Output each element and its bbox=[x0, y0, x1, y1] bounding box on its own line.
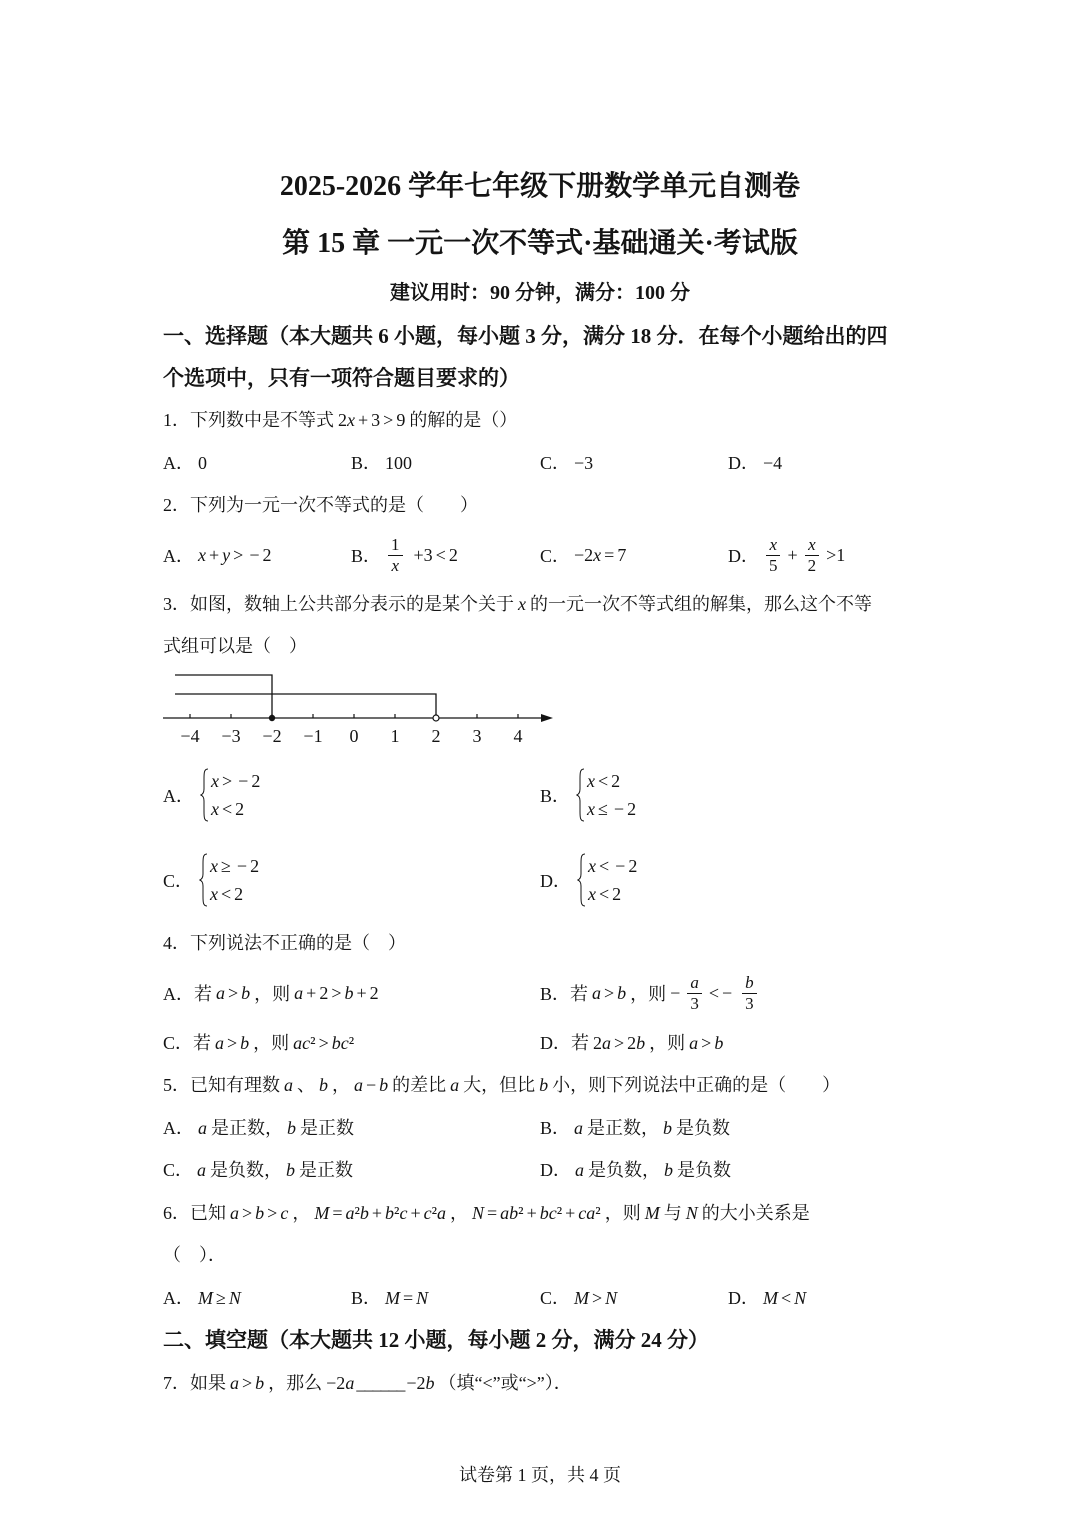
tick-label: −3 bbox=[221, 726, 241, 746]
option-math: b bbox=[287, 1118, 296, 1138]
solution-ray-2 bbox=[175, 694, 436, 715]
inequality-system bbox=[200, 767, 260, 823]
q5-option-d bbox=[540, 1158, 731, 1182]
fraction bbox=[738, 973, 761, 1014]
system-line-1: x < − 2 bbox=[588, 856, 638, 876]
system-line-2: x < 2 bbox=[211, 799, 245, 819]
section-1-heading-line-1: 一、选择题（本大题共 6 小题，每小题 3 分，满分 18 分．在每个小题给出的四 bbox=[163, 324, 888, 348]
option-expression: −2x = 7 bbox=[574, 544, 627, 565]
q6-option-c bbox=[540, 1286, 621, 1310]
system-line-1: x ≥ − 2 bbox=[210, 856, 260, 876]
q6-text: ， bbox=[292, 1203, 311, 1223]
solution-ray-1 bbox=[175, 675, 272, 718]
option-math: a > b bbox=[216, 982, 251, 1003]
option-text: 若 bbox=[571, 1033, 589, 1053]
solid-point bbox=[269, 715, 275, 721]
section-1-heading-line-2: 个选项中，只有一项符合题目要求的） bbox=[163, 366, 520, 390]
option-math: M < N bbox=[763, 1288, 807, 1308]
q6-text: 6．已知 bbox=[163, 1203, 226, 1223]
q5-text: 小，则下列说法中正确的是（ ） bbox=[552, 1075, 841, 1095]
option-label: A． bbox=[163, 786, 194, 806]
q6-math: N bbox=[685, 1203, 698, 1223]
option-label: B． bbox=[351, 546, 382, 566]
option-label: D． bbox=[540, 871, 571, 891]
q5-text: 、 bbox=[297, 1075, 315, 1095]
option-math: a bbox=[574, 1118, 584, 1138]
inequality-system bbox=[199, 852, 259, 908]
q5-math: a bbox=[284, 1075, 293, 1095]
q1-option-b bbox=[351, 451, 416, 475]
option-text: 是正数 bbox=[299, 1160, 354, 1180]
tick-label: 0 bbox=[349, 726, 359, 746]
q1-text-end: 的解的是（） bbox=[409, 410, 518, 430]
option-math: b bbox=[663, 1118, 673, 1138]
option-text: 是负数， bbox=[588, 1160, 660, 1180]
exam-title: 2025-2026 学年七年级下册数学单元自测卷 bbox=[279, 171, 801, 202]
system-line-2: x < 2 bbox=[210, 884, 244, 904]
system-rows bbox=[588, 852, 637, 908]
q6-math: M bbox=[644, 1203, 660, 1223]
q3-option-c bbox=[163, 852, 259, 908]
tick-label: 2 bbox=[431, 726, 441, 746]
q7-math: a > b bbox=[230, 1373, 265, 1393]
fraction-denominator: 3 bbox=[690, 993, 699, 1013]
q2-option-a bbox=[163, 535, 275, 575]
option-label: C． bbox=[163, 1160, 194, 1180]
option-text: ，则 bbox=[649, 1033, 686, 1053]
option-label: B． bbox=[351, 1288, 382, 1308]
option-label: C． bbox=[540, 453, 571, 473]
system-rows bbox=[211, 767, 260, 823]
q6-text: ， bbox=[450, 1203, 468, 1223]
system-line-1: x > − 2 bbox=[211, 771, 261, 791]
q7-math: −2b bbox=[406, 1373, 435, 1393]
option-text: ，则 bbox=[253, 1033, 290, 1053]
q7-text: 7．如果 bbox=[163, 1373, 226, 1393]
left-brace-icon bbox=[199, 853, 208, 907]
option-text: 是正数， bbox=[587, 1118, 660, 1138]
fraction-numerator: 1 bbox=[388, 535, 403, 556]
option-label: D． bbox=[540, 1033, 571, 1053]
q5-text: ， bbox=[332, 1075, 350, 1095]
option-label: A． bbox=[163, 453, 194, 473]
option-label: A． bbox=[163, 984, 194, 1004]
q6-option-d bbox=[728, 1286, 810, 1310]
q6-text: ，则 bbox=[604, 1203, 641, 1223]
question-3-stem-line-1 bbox=[163, 592, 872, 616]
q5-math: a − b bbox=[354, 1075, 389, 1095]
q3-text: 3．如图，数轴上公共部分表示的是某个关于 bbox=[163, 594, 514, 614]
option-label: D． bbox=[728, 1288, 759, 1308]
question-3-stem-line-2: 式组可以是（ ） bbox=[163, 636, 307, 656]
question-5-stem bbox=[163, 1073, 840, 1097]
q5-text: 的差比 bbox=[392, 1075, 447, 1095]
option-text: 是负数， bbox=[210, 1160, 283, 1180]
option-math: M = N bbox=[385, 1288, 429, 1308]
question-7-stem bbox=[163, 1371, 572, 1395]
q4-option-d bbox=[540, 1031, 727, 1055]
q6-option-a bbox=[163, 1286, 245, 1310]
q7-math: −2a bbox=[326, 1373, 355, 1393]
option-text: 是负数 bbox=[676, 1118, 731, 1138]
tick-label: 4 bbox=[513, 726, 523, 746]
fraction-denominator: 2 bbox=[807, 555, 817, 575]
open-point bbox=[433, 715, 439, 721]
option-label: D． bbox=[728, 453, 759, 473]
fraction bbox=[683, 973, 706, 1014]
option-math: a bbox=[198, 1118, 207, 1138]
exam-time-and-score: 建议用时：90 分钟，满分：100 分 bbox=[390, 282, 690, 304]
q5-option-c bbox=[163, 1158, 353, 1182]
q6-math: M = a²b + b²c + c²a bbox=[314, 1203, 446, 1223]
q1-option-c bbox=[540, 451, 597, 475]
q4-option-b bbox=[540, 973, 764, 1013]
system-line-1: x < 2 bbox=[587, 771, 621, 791]
q2-option-b bbox=[351, 535, 462, 575]
option-label: B． bbox=[351, 453, 382, 473]
system-line-2: x ≤ − 2 bbox=[587, 799, 637, 819]
q5-math: b bbox=[319, 1075, 328, 1095]
q3-text-end: 的一元一次不等式组的解集，那么这个不等 bbox=[530, 594, 872, 614]
option-text: 是正数 bbox=[300, 1118, 354, 1138]
fraction-numerator: x bbox=[766, 535, 780, 556]
option-math: ac² > bc² bbox=[293, 1033, 355, 1053]
option-text: 若 bbox=[570, 984, 589, 1004]
number-line-figure bbox=[160, 665, 560, 750]
option-math: b bbox=[664, 1160, 673, 1180]
q3-variable: x bbox=[518, 594, 526, 614]
option-value: 0 bbox=[198, 453, 207, 473]
fraction-numerator: x bbox=[805, 535, 819, 556]
fraction-numerator: a bbox=[687, 973, 702, 994]
q7-text: ，那么 bbox=[268, 1373, 323, 1393]
inequality-system bbox=[576, 767, 636, 823]
page-footer: 试卷第 1 页，共 4 页 bbox=[459, 1465, 621, 1485]
q5-math: b bbox=[539, 1075, 549, 1095]
q3-option-a bbox=[163, 767, 260, 823]
fraction bbox=[801, 535, 824, 576]
option-label: C． bbox=[163, 871, 194, 891]
system-rows bbox=[587, 767, 636, 823]
q3-option-b bbox=[540, 767, 636, 823]
option-label: A． bbox=[163, 1288, 194, 1308]
option-math: < − bbox=[708, 982, 733, 1003]
q4-option-c bbox=[163, 1031, 358, 1055]
option-math: a > b bbox=[689, 1033, 724, 1053]
question-4-stem: 4．下列说法不正确的是（ ） bbox=[163, 933, 406, 953]
axis-arrow bbox=[541, 714, 553, 722]
option-text: ，则 bbox=[630, 984, 667, 1004]
question-6-stem-line-1 bbox=[163, 1201, 810, 1225]
q1-option-a bbox=[163, 451, 211, 475]
option-text: 是负数 bbox=[677, 1160, 731, 1180]
q6-text: 的大小关系是 bbox=[701, 1203, 810, 1223]
system-line-2: x < 2 bbox=[588, 884, 622, 904]
option-math: a > b bbox=[215, 1033, 250, 1053]
option-math: 2a > 2b bbox=[593, 1033, 646, 1053]
option-label: A． bbox=[163, 1118, 194, 1138]
q6-math: a > b > c bbox=[230, 1203, 289, 1223]
option-label: B． bbox=[540, 1118, 571, 1138]
q1-option-d bbox=[728, 451, 786, 475]
option-expression: +3 < 2 bbox=[413, 544, 458, 565]
fraction bbox=[762, 535, 785, 576]
tick-label: −2 bbox=[262, 726, 282, 746]
option-label: C． bbox=[540, 1288, 571, 1308]
tick-label: 1 bbox=[390, 726, 400, 746]
option-label: A． bbox=[163, 546, 194, 566]
left-brace-icon bbox=[576, 768, 585, 822]
q6-text: 与 bbox=[663, 1203, 682, 1223]
option-math: b bbox=[286, 1160, 296, 1180]
option-label: B． bbox=[540, 786, 571, 806]
plus-sign: + bbox=[787, 544, 798, 565]
q5-text: 大，但比 bbox=[463, 1075, 536, 1095]
q5-math: a bbox=[450, 1075, 460, 1095]
option-expression: >1 bbox=[826, 544, 846, 565]
tick-label: 3 bbox=[472, 726, 482, 746]
fraction-denominator: 3 bbox=[745, 993, 754, 1013]
q7-text: （填“<”或“>”）． bbox=[438, 1373, 572, 1393]
exam-subtitle: 第 15 章 一元一次不等式·基础通关·考试版 bbox=[282, 228, 798, 259]
q5-option-a bbox=[163, 1116, 354, 1140]
fraction-numerator: b bbox=[742, 973, 757, 994]
tick-label: −1 bbox=[303, 726, 323, 746]
system-rows bbox=[210, 852, 259, 908]
option-label: C． bbox=[540, 546, 571, 566]
option-math: a bbox=[197, 1160, 207, 1180]
section-2-heading: 二、填空题（本大题共 12 小题，每小题 2 分，满分 24 分） bbox=[163, 1328, 709, 1352]
q3-option-d bbox=[540, 852, 637, 908]
option-text: ，则 bbox=[254, 984, 291, 1004]
left-brace-icon bbox=[577, 853, 586, 907]
question-6-stem-line-2: （ ）． bbox=[163, 1245, 226, 1265]
q5-text: 5．已知有理数 bbox=[163, 1075, 280, 1095]
option-math: M ≥ N bbox=[198, 1288, 241, 1308]
option-expression: x + y > − 2 bbox=[198, 544, 272, 565]
minus-sign: − bbox=[670, 982, 681, 1003]
q6-math: N = ab² + bc² + ca² bbox=[472, 1203, 601, 1223]
option-math: M > N bbox=[574, 1288, 618, 1308]
q1-inequality: 2x + 3 > 9 bbox=[338, 410, 406, 430]
q6-option-b bbox=[351, 1286, 432, 1310]
option-label: B． bbox=[540, 984, 571, 1004]
q2-option-d bbox=[728, 535, 849, 575]
tick-label: −4 bbox=[180, 726, 200, 746]
q1-text: 1．下列数中是不等式 bbox=[163, 410, 334, 430]
option-text: 若 bbox=[194, 984, 212, 1004]
left-brace-icon bbox=[200, 768, 209, 822]
question-2-stem: 2．下列为一元一次不等式的是（ ） bbox=[163, 495, 478, 515]
option-value: −4 bbox=[763, 453, 783, 473]
fraction-denominator: x bbox=[391, 555, 400, 575]
q2-option-c bbox=[540, 535, 630, 575]
option-math: a > b bbox=[592, 982, 627, 1003]
inequality-system bbox=[577, 852, 637, 908]
option-math: a bbox=[575, 1160, 584, 1180]
option-value: 100 bbox=[385, 453, 413, 473]
option-label: C． bbox=[163, 1033, 194, 1053]
fraction bbox=[384, 535, 407, 576]
option-label: D． bbox=[540, 1160, 571, 1180]
q5-option-b bbox=[540, 1116, 730, 1140]
fraction-denominator: 5 bbox=[769, 555, 778, 575]
option-label: D． bbox=[728, 546, 759, 566]
answer-blank: ______ bbox=[356, 1373, 405, 1393]
q4-option-a bbox=[163, 973, 383, 1013]
option-math: a + 2 > b + 2 bbox=[294, 982, 379, 1003]
option-value: −3 bbox=[574, 453, 594, 473]
option-text: 若 bbox=[193, 1033, 212, 1053]
option-text: 是正数， bbox=[211, 1118, 283, 1138]
question-1-stem bbox=[163, 408, 517, 432]
